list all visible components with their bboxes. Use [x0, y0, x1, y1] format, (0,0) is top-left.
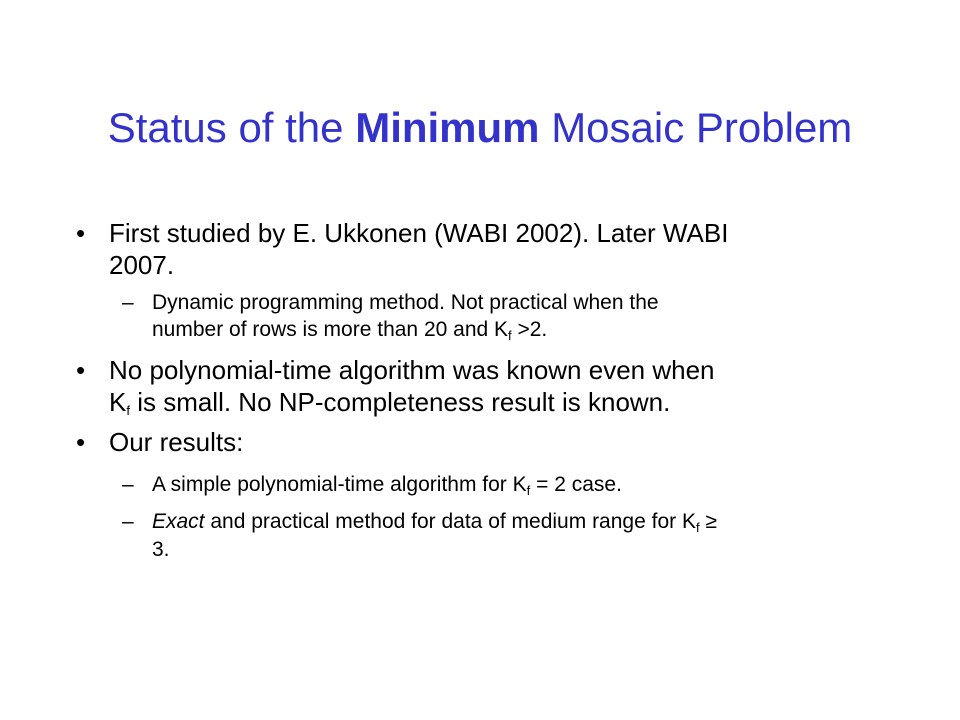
slide-title — [0, 102, 960, 154]
bullet-2-line-1: No polynomial-time algorithm was known even when — [109, 355, 715, 385]
text-run: number of rows is more than 20 and K — [152, 318, 509, 341]
sub-bullet-marker: – — [122, 510, 134, 533]
subscript: f — [526, 483, 531, 498]
sub-bullet-1-1-line-2 — [152, 316, 547, 343]
title-prefix: Status of the — [107, 104, 356, 151]
bullet-2-line-2 — [109, 386, 670, 418]
sub-bullet-3-1 — [152, 471, 622, 498]
text-run: ≥ — [699, 510, 717, 533]
bullet-1-line-1: First studied by E. Ukkonen (WABI 2002). Later WABI — [109, 218, 729, 248]
text-run: >2. — [511, 318, 548, 341]
bullet-3-line-1: Our results: — [109, 427, 244, 457]
subscript: f — [508, 328, 512, 343]
subscript: f — [695, 520, 700, 535]
sub-bullet-1-1-line-1: Dynamic programming method. Not practical when the — [152, 291, 659, 314]
text-run: and practical method for data of medium range for K — [204, 510, 696, 533]
sub-bullet-3-2-line-2: 3. — [152, 538, 170, 561]
sub-bullet-marker: – — [122, 473, 134, 496]
bullet-marker: • — [76, 355, 86, 385]
title-suffix: Mosaic Problem — [539, 104, 853, 151]
sub-bullet-3-2-line-1 — [152, 508, 717, 535]
title-emphasis: Minimum — [355, 104, 540, 151]
text-run: is small. No NP-completeness result is known. — [129, 387, 671, 417]
text-run: A simple polynomial-time algorithm for K — [152, 473, 527, 496]
subscript: f — [126, 403, 130, 418]
italic-run: Exact — [152, 510, 205, 533]
sub-bullet-marker: – — [122, 291, 134, 314]
text-run: K — [109, 387, 127, 417]
bullet-1-line-2: 2007. — [109, 250, 175, 280]
bullet-marker: • — [76, 427, 86, 457]
bullet-marker: • — [76, 218, 86, 248]
text-run: = 2 case. — [530, 473, 622, 496]
